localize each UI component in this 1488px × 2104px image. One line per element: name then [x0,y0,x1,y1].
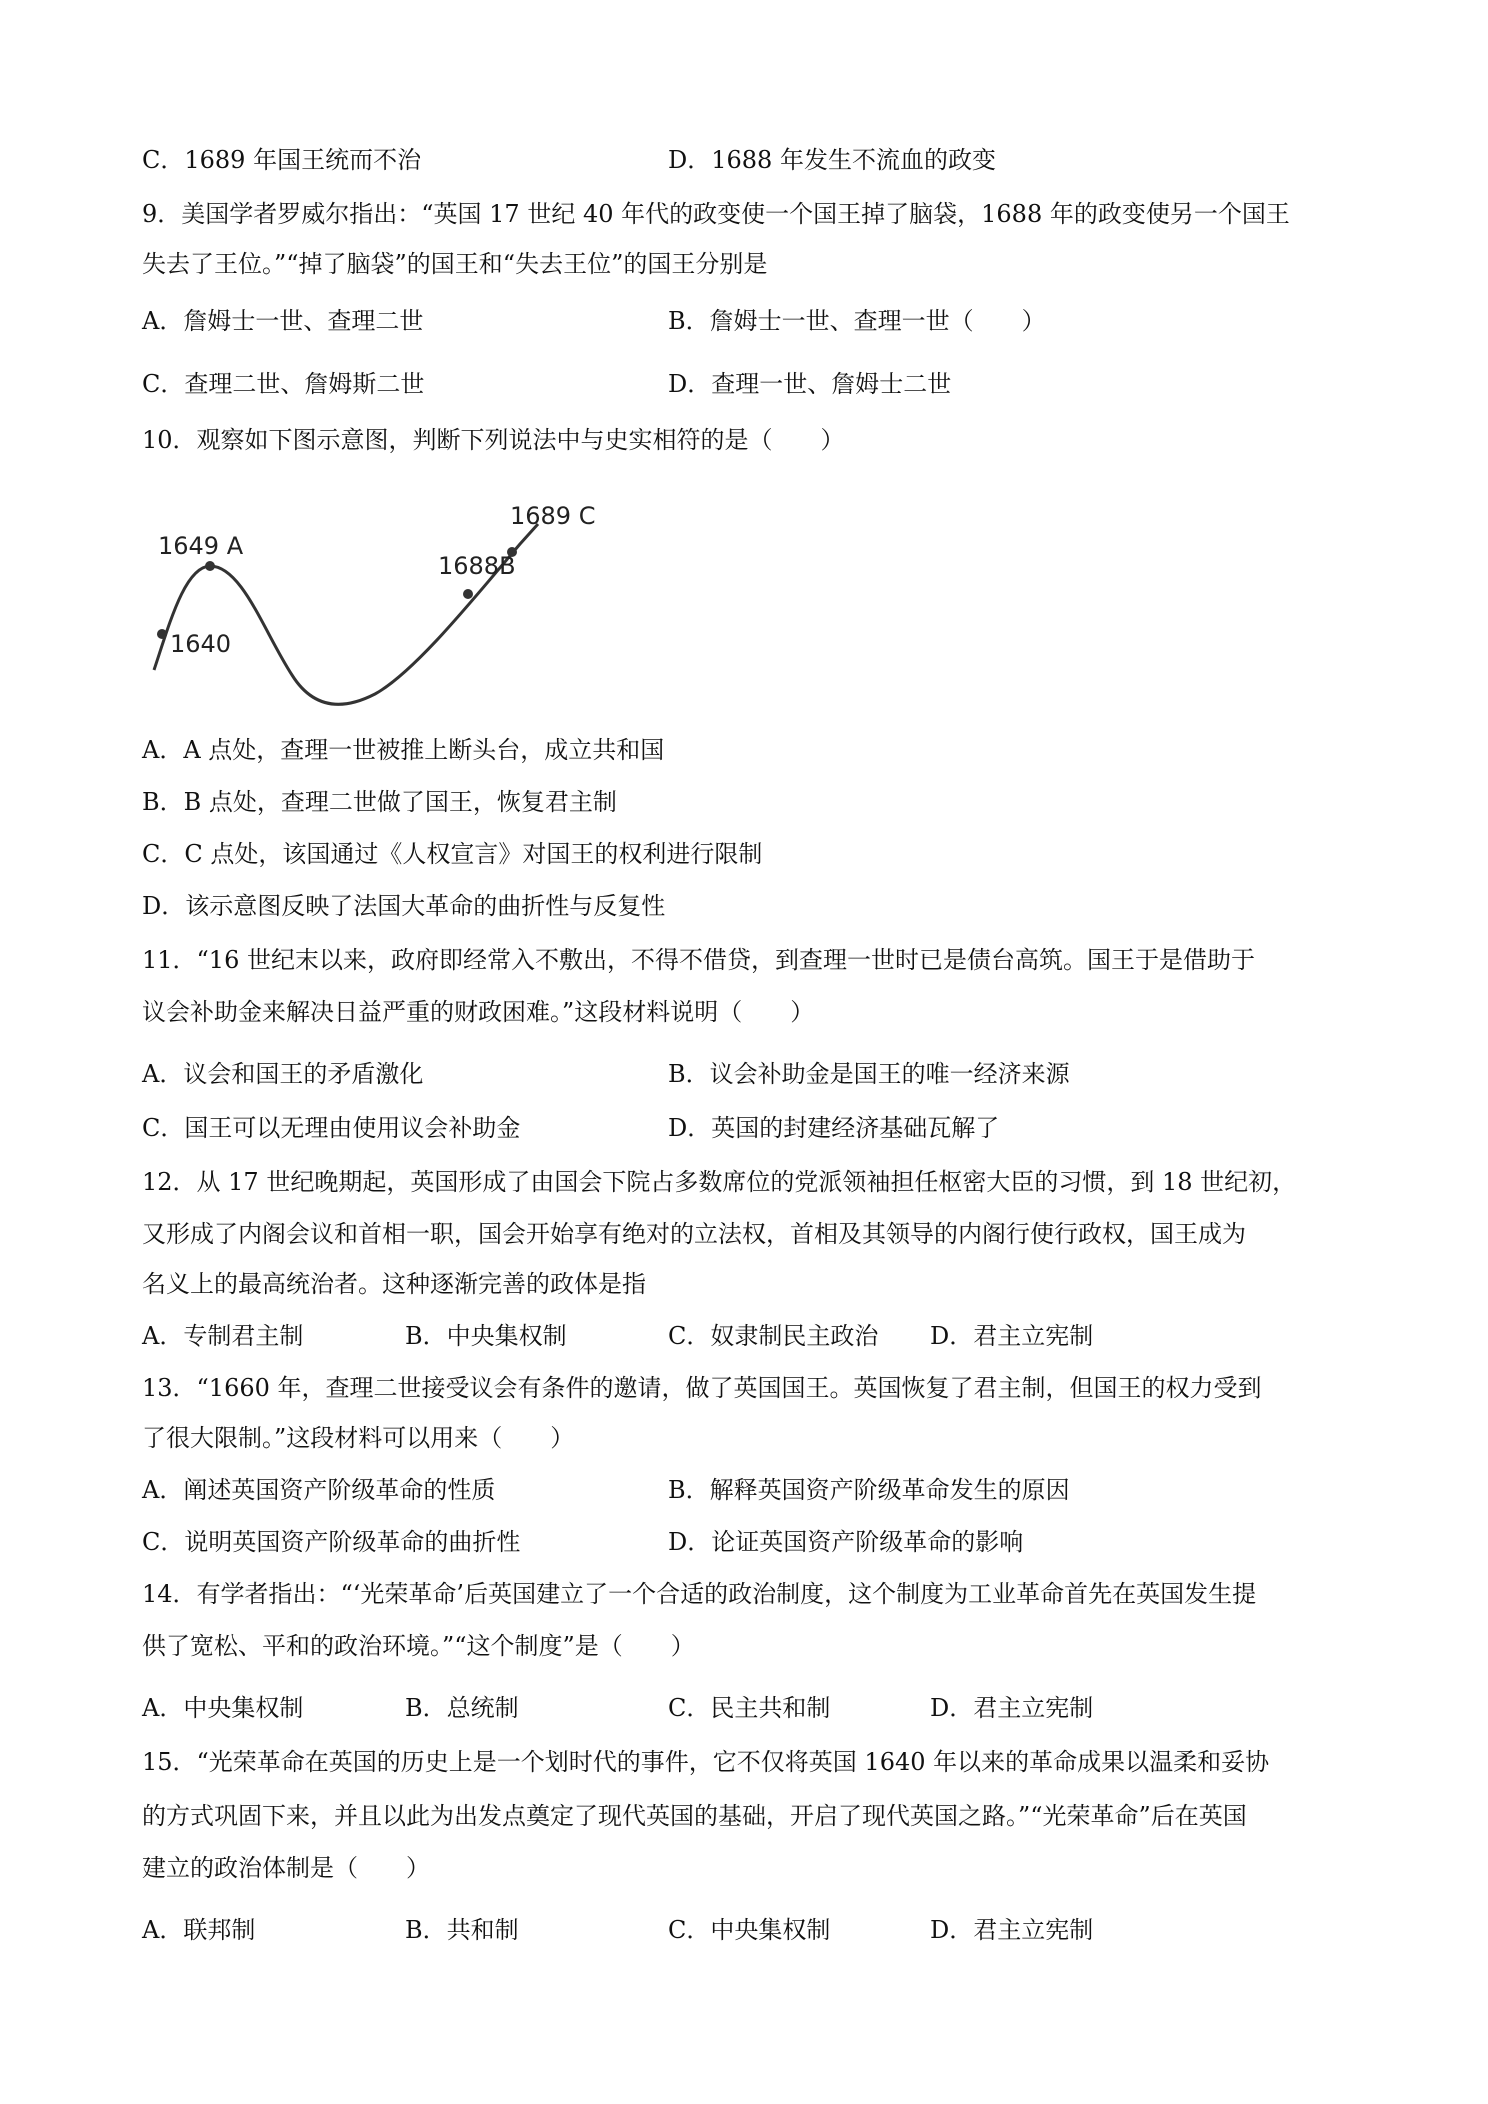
q11-option-b: B．议会补助金是国王的唯一经济来源 [668,1060,1070,1088]
q14-option-b: B．总统制 [405,1694,519,1722]
q15-option-d: D．君主立宪制 [930,1916,1094,1944]
q13-option-d: D．论证英国资产阶级革命的影响 [668,1528,1024,1556]
q12-option-a: A．专制君主制 [142,1322,304,1350]
q15-option-b: B．共和制 [405,1916,519,1944]
q14-option-c: C．民主共和制 [668,1694,831,1722]
q10-option-b: B．B 点处，查理二世做了国王，恢复君主制 [142,788,617,816]
q12-option-b: B．中央集权制 [405,1322,567,1350]
q9-option-d: D．查理一世、詹姆士二世 [668,370,952,398]
point-1640 [157,629,167,639]
q15-stem-line-2: 的方式巩固下来，并且以此为出发点奠定了现代英国的基础，开启了现代英国之路。”“光荣革命”后在英国 [142,1802,1247,1830]
q13-option-b: B．解释英国资产阶级革命发生的原因 [668,1476,1070,1504]
q9-stem-line-1: 9．美国学者罗威尔指出：“英国 17 世纪 40 年代的政变使一个国王掉了脑袋，1688 年的政变使另一个国王 [142,200,1290,228]
q9-option-b: B．詹姆士一世、查理一世（ ） [668,307,1046,335]
q14-option-a: A．中央集权制 [142,1694,304,1722]
q14-stem-line-1: 14．有学者指出：“‘光荣革命’后英国建立了一个合适的政治制度，这个制度为工业革命首先在英国发生提 [142,1580,1257,1608]
label-1640: 1640 [170,630,232,658]
q13-option-a: A．阐述英国资产阶级革命的性质 [142,1476,496,1504]
q9-option-a: A．詹姆士一世、查理二世 [142,307,424,335]
q14-stem-line-2: 供了宽松、平和的政治环境。”“这个制度”是（ ） [142,1632,695,1660]
q11-option-c: C．国王可以无理由使用议会补助金 [142,1114,521,1142]
q9-option-c: C．查理二世、詹姆斯二世 [142,370,425,398]
q14-option-d: D．君主立宪制 [930,1694,1094,1722]
q9-stem-line-2: 失去了王位。”“掉了脑袋”的国王和“失去王位”的国王分别是 [142,250,768,278]
q11-stem-line-2: 议会补助金来解决日益严重的财政困难。”这段材料说明（ ） [142,998,815,1026]
q15-option-c: C．中央集权制 [668,1916,831,1944]
q11-option-d: D．英国的封建经济基础瓦解了 [668,1114,1000,1142]
label-1689-c: 1689 C [510,502,596,530]
q15-option-a: A．联邦制 [142,1916,256,1944]
label-1688-b: 1688B [438,552,516,580]
q10-option-c: C．C 点处，该国通过《人权宣言》对国王的权利进行限制 [142,840,763,868]
label-1649-a: 1649 A [158,532,244,560]
q13-option-c: C．说明英国资产阶级革命的曲折性 [142,1528,521,1556]
q10-option-a: A．A 点处，查理一世被推上断头台，成立共和国 [142,736,665,764]
q13-stem-line-2: 了很大限制。”这段材料可以用来（ ） [142,1424,575,1452]
q8-option-c: C．1689 年国王统而不治 [142,146,422,174]
q12-stem-line-3: 名义上的最高统治者。这种逐渐完善的政体是指 [142,1270,646,1298]
q10-option-d: D．该示意图反映了法国大革命的曲折性与反复性 [142,892,666,920]
q12-option-d: D．君主立宪制 [930,1322,1094,1350]
q15-stem-line-1: 15．“光荣革命在英国的历史上是一个划时代的事件，它不仅将英国 1640 年以来的革命成果以温柔和妥协 [142,1748,1270,1776]
q12-stem-line-2: 又形成了内阁会议和首相一职，国会开始享有绝对的立法权，首相及其领导的内阁行使行政权，国王成为 [142,1220,1246,1248]
point-b [463,589,473,599]
q11-option-a: A．议会和国王的矛盾激化 [142,1060,424,1088]
q15-stem-line-3: 建立的政治体制是（ ） [142,1854,430,1882]
revolution-curve-diagram [140,482,610,722]
q8-option-d: D．1688 年发生不流血的政变 [668,146,996,174]
q10-stem: 10．观察如下图示意图，判断下列说法中与史实相符的是（ ） [142,426,845,454]
point-a [205,561,215,571]
q12-stem-line-1: 12．从 17 世纪晚期起，英国形成了由国会下院占多数席位的党派领袖担任枢密大臣的习惯，到 18 世纪初， [142,1168,1297,1196]
q11-stem-line-1: 11．“16 世纪末以来，政府即经常入不敷出，不得不借贷，到查理一世时已是债台高筑。国王于是借助于 [142,946,1255,974]
q12-option-c: C．奴隶制民主政治 [668,1322,879,1350]
q13-stem-line-1: 13．“1660 年，查理二世接受议会有条件的邀请，做了英国国王。英国恢复了君主制，但国王的权力受到 [142,1374,1262,1402]
